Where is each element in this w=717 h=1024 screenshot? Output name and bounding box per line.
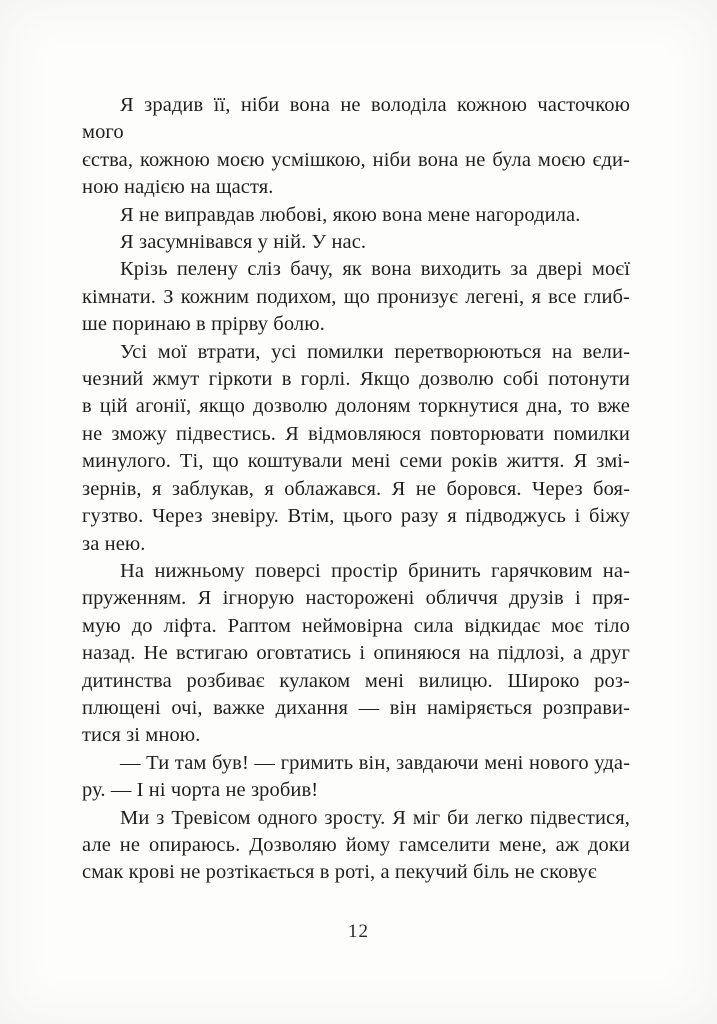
text-line: єства, кожною моєю усмішкою, ніби вона не була моєю єди-	[82, 148, 630, 171]
text-line: зернів, я заблукав, я облажався. Я не боровся. Через боя-	[82, 477, 630, 500]
text-line: чезний жмут гіркоти в горлі. Якщо дозволю собі потонути	[82, 368, 630, 391]
paragraph	[82, 256, 630, 338]
paragraph	[82, 202, 630, 229]
text-line: Я не виправдав любові, якою вона мене нагородила.	[120, 203, 581, 226]
text-line: але не опираюсь. Дозволяю йому гамселити мене, аж доки	[82, 833, 630, 856]
paragraph	[82, 339, 630, 558]
text-line: Усі мої втрати, усі помилки перетворюються на вели-	[120, 340, 630, 363]
text-line: не зможу підвестись. Я відмовляюся повторювати помилки	[82, 422, 630, 445]
text-line: пруженням. Я ігнорую насторожені обличчя друзів і пря-	[82, 587, 630, 610]
text-line: кімнати. З кожним подихом, що пронизує легені, я все глиб-	[82, 285, 630, 308]
text-line: назад. Не встигаю оговтатись і опиняюся на підлозі, а друг	[82, 642, 630, 665]
paragraph	[82, 92, 630, 202]
text-line: дитинства розбиває кулаком мені вилицю. Широко роз-	[82, 669, 630, 692]
text-line: — Ти там був! — гримить він, завдаючи мені нового уда-	[120, 751, 630, 774]
text-line: мую до ліфта. Раптом неймовірна сила відкидає моє тіло	[82, 614, 630, 637]
text-line: в цій агонії, якщо дозволю долоням торкнутися дна, то вже	[82, 395, 630, 418]
text-line: На нижньому поверсі простір бринить гарячковим на-	[120, 559, 630, 582]
text-line: Крізь пелену сліз бачу, як вона виходить за двері моєї	[120, 258, 630, 281]
text-line: Ми з Тревісом одного зросту. Я міг би легко підвестися,	[120, 806, 630, 829]
text-line: ше поринаю в прірву болю.	[82, 313, 325, 336]
text-line: плющені очі, важке дихання — він наміряється розправи-	[82, 696, 630, 719]
text-line: тися зі мною.	[82, 724, 201, 747]
text-line: Я зрадив її, ніби вона не володіла кожною часточкою мого	[82, 94, 630, 144]
paragraph	[82, 558, 630, 750]
page-number: 12	[348, 921, 369, 942]
text-line: за нею.	[82, 532, 146, 555]
text-line: минулого. Ті, що коштували мені семи років життя. Я змі-	[82, 450, 630, 473]
text-line: гузтво. Через зневіру. Втім, цього разу я підводжусь і біжу	[82, 505, 630, 528]
text-line: ру. — І ні чорта не зробив!	[82, 779, 319, 802]
text-line: смак крові не розтікається в роті, а пекучий біль не сковує	[82, 861, 597, 884]
page-text	[82, 92, 630, 887]
paragraph	[82, 750, 630, 805]
text-line: Я засумнівався у ній. У нас.	[120, 231, 367, 254]
paragraph	[82, 805, 630, 887]
text-line: ною надією на щастя.	[82, 176, 274, 199]
paragraph	[82, 229, 630, 256]
